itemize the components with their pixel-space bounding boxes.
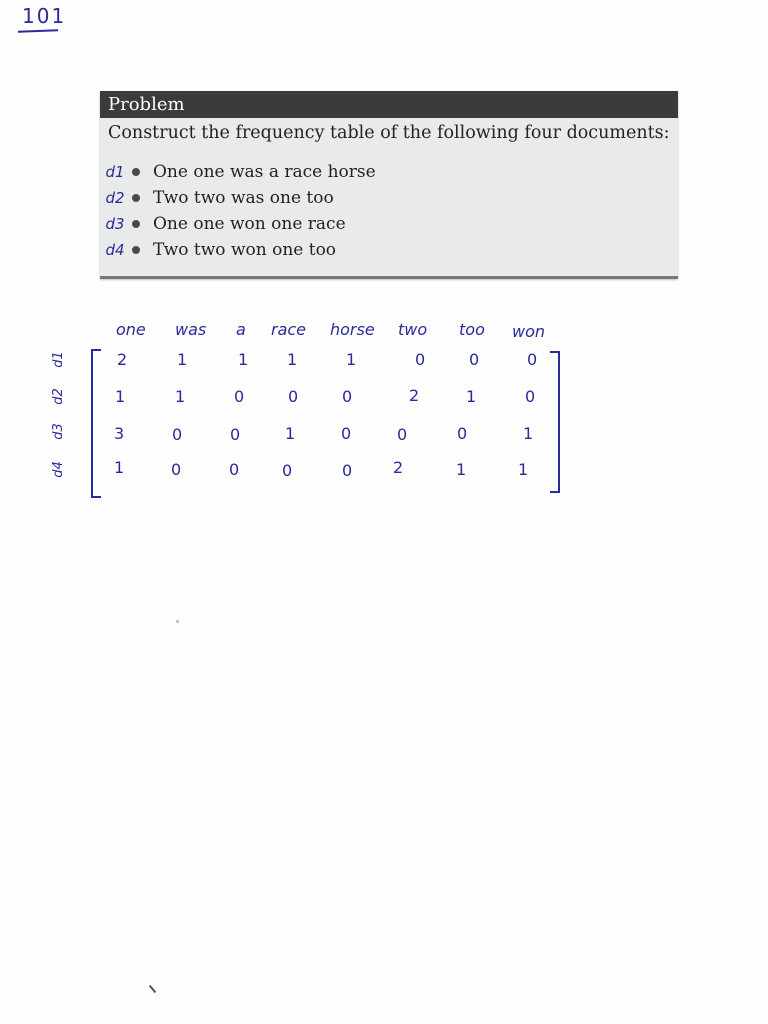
row-label: d4 <box>50 461 66 478</box>
document-label: d4 <box>105 241 125 259</box>
matrix-left-bracket <box>91 349 101 498</box>
document-text: Two two was one too <box>153 188 334 208</box>
matrix-cell: 0 <box>469 350 480 369</box>
matrix-cell: 1 <box>518 460 529 479</box>
scan-speck <box>176 620 179 623</box>
column-header: two <box>398 320 428 339</box>
bullet-icon <box>132 194 140 202</box>
matrix-cell: 0 <box>457 424 468 443</box>
matrix-cell: 1 <box>346 350 357 369</box>
matrix-cell: 0 <box>341 424 352 443</box>
document-text: One one won one race <box>153 214 346 234</box>
problem-box <box>100 91 678 279</box>
document-list <box>100 159 376 263</box>
matrix-cell: 0 <box>171 460 182 479</box>
bullet-icon <box>132 220 140 228</box>
matrix-cell: 0 <box>415 350 426 369</box>
list-item <box>100 159 376 185</box>
document-label: d2 <box>105 189 125 207</box>
matrix-cell: 1 <box>523 424 534 443</box>
column-header: too <box>459 320 485 339</box>
document-text: One one was a race horse <box>153 162 376 182</box>
column-header: a <box>236 320 246 339</box>
matrix-cell: 1 <box>287 350 298 369</box>
row-label: d2 <box>50 388 66 405</box>
row-label: d1 <box>50 351 66 368</box>
matrix-cell: 0 <box>229 460 240 479</box>
matrix-cell: 1 <box>115 387 126 406</box>
matrix-cell: 0 <box>234 387 245 406</box>
matrix-cell: 1 <box>177 350 188 369</box>
matrix-cell: 0 <box>172 425 183 444</box>
page-number: 101 <box>22 4 67 28</box>
column-header: was <box>175 320 207 339</box>
column-header: horse <box>330 320 375 339</box>
matrix-cell: 3 <box>114 424 125 443</box>
matrix-cell: 1 <box>175 387 186 406</box>
matrix-cell: 0 <box>230 425 241 444</box>
matrix-cell: 1 <box>114 458 125 477</box>
matrix-cell: 0 <box>282 461 293 480</box>
matrix-cell: 1 <box>456 460 467 479</box>
page-number-underline <box>18 29 58 32</box>
bullet-icon <box>132 168 140 176</box>
matrix-right-bracket <box>550 351 560 493</box>
column-header: won <box>512 322 546 341</box>
list-item <box>100 211 376 237</box>
document-label: d1 <box>105 163 125 181</box>
matrix-cell: 2 <box>393 458 404 477</box>
matrix-cell: 2 <box>117 350 128 369</box>
problem-header: Problem <box>100 91 678 118</box>
matrix-cell: 0 <box>525 387 536 406</box>
matrix-cell: 0 <box>288 387 299 406</box>
matrix-cell: 1 <box>466 387 477 406</box>
matrix-cell: 0 <box>342 461 353 480</box>
column-header: race <box>271 320 307 339</box>
stray-pen-mark <box>149 985 156 993</box>
list-item <box>100 237 376 263</box>
matrix-cell: 0 <box>342 387 353 406</box>
row-label: d3 <box>50 423 66 440</box>
matrix-cell: 0 <box>397 425 408 444</box>
document-label: d3 <box>105 215 125 233</box>
document-text: Two two won one too <box>153 240 337 260</box>
matrix-cell: 1 <box>238 350 249 369</box>
list-item <box>100 185 376 211</box>
bullet-icon <box>132 246 140 254</box>
matrix-cell: 0 <box>527 350 538 369</box>
matrix-cell: 1 <box>285 424 296 443</box>
matrix-cell: 2 <box>409 386 420 405</box>
column-header: one <box>116 320 146 339</box>
problem-statement: Construct the frequency table of the following four documents: <box>108 123 670 143</box>
